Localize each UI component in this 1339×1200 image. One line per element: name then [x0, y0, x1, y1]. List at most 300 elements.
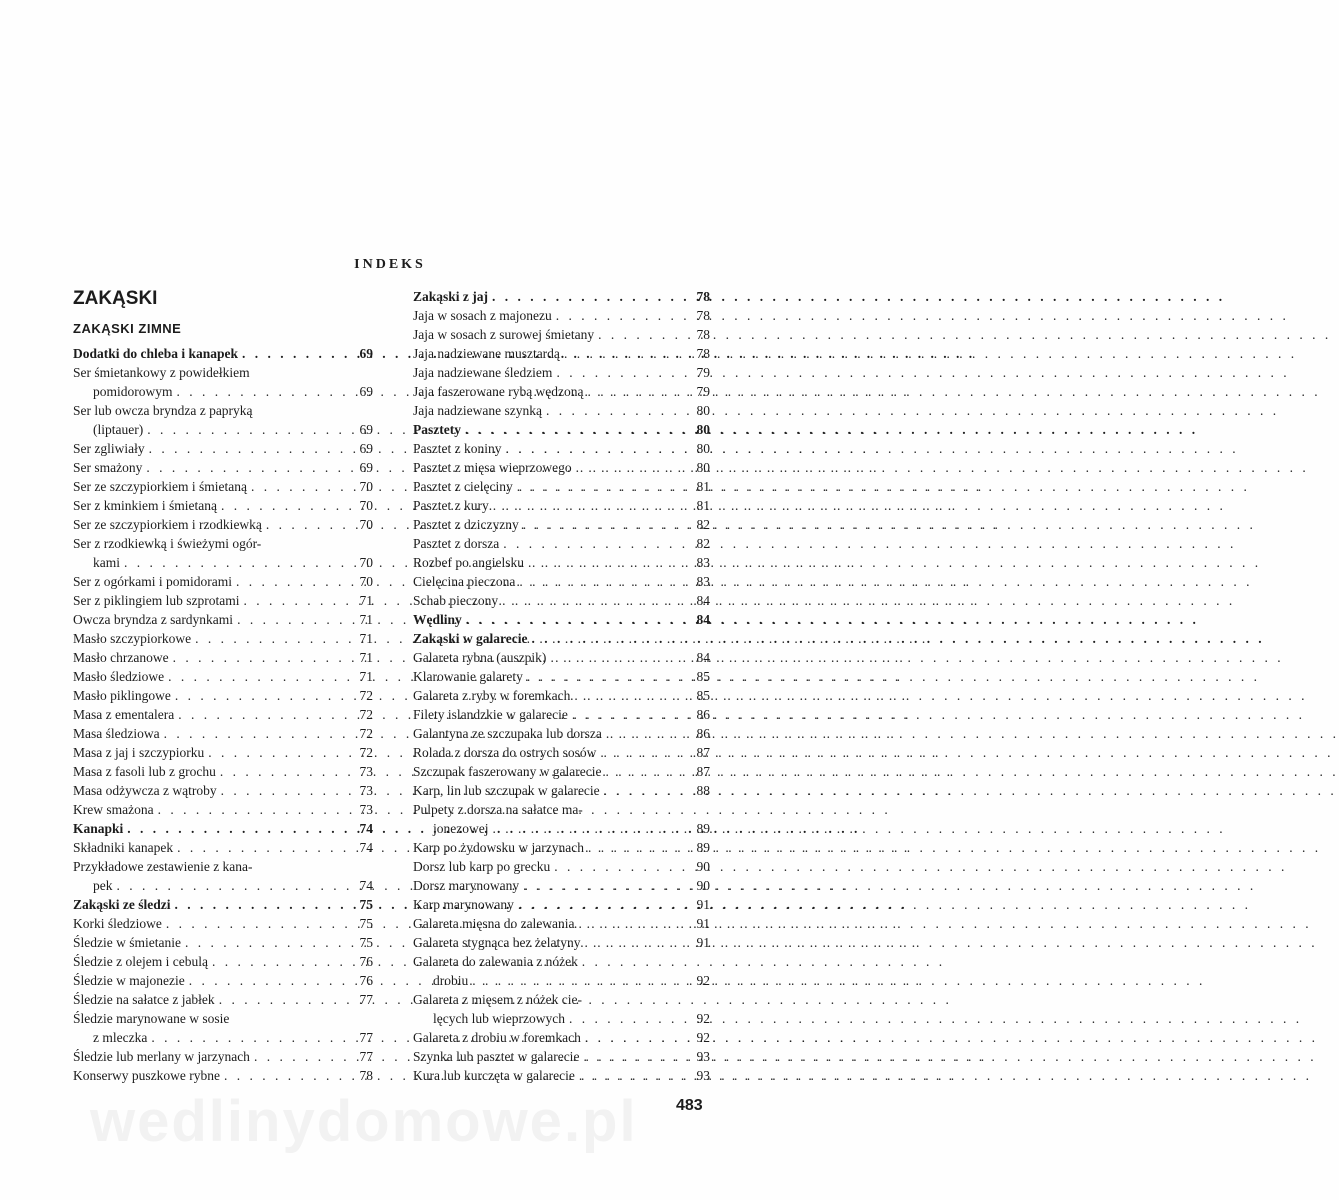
entry-page: 69: [359, 346, 373, 361]
entry-page: 74: [359, 821, 373, 836]
index-entry: [73, 724, 373, 743]
entry-title: Cielęcina pieczona: [413, 574, 516, 589]
entry-row: [413, 610, 710, 629]
leader-dots: [501, 439, 676, 458]
entry-title: Ser zgliwiały: [73, 441, 145, 456]
entry-row: [413, 686, 710, 705]
index-entry: [413, 306, 710, 325]
index-entry: [73, 819, 373, 838]
entry-page: 79: [696, 384, 710, 399]
index-entry: [73, 648, 373, 667]
entry-row: [73, 610, 373, 629]
entry-title: Ser z kminkiem i śmietaną: [73, 498, 217, 513]
index-entry: [73, 534, 373, 572]
entry-row: [413, 477, 710, 496]
index-entry: [73, 667, 373, 686]
index-entry: [73, 971, 373, 990]
index-entry: [413, 420, 710, 439]
entry-title: Masa z fasoli lub z grochu: [73, 764, 216, 779]
entry-row: [73, 895, 373, 914]
index-entry: [413, 705, 710, 724]
entry-row: [413, 743, 710, 762]
entry-title: Rozbef po angielsku: [413, 555, 524, 570]
entry-row: [413, 439, 710, 458]
entry-title-continued: z mleczka: [93, 1030, 148, 1045]
entry-page: 74: [359, 840, 373, 855]
entry-page: 69: [359, 441, 373, 456]
entry-title: Masło śledziowe: [73, 669, 165, 684]
index-entry: [413, 629, 710, 648]
entry-row: [413, 971, 710, 990]
entry-row: [413, 629, 710, 648]
entry-row: [413, 553, 710, 572]
leader-dots: [462, 610, 676, 629]
section-subheading: ZAKĄSKI ZIMNE: [73, 321, 182, 336]
entry-title: Ser z rzodkiewką i świeżymi ogór-: [73, 536, 262, 551]
index-entry: [73, 743, 373, 762]
entry-page: 74: [359, 878, 373, 893]
index-entry: [73, 401, 373, 439]
entry-title: Ser ze szczypiorkiem i śmietaną: [73, 479, 247, 494]
entry-title: Zakąski ze śledzi: [73, 897, 171, 912]
index-entry: [73, 800, 373, 819]
index-entry: [413, 1047, 710, 1066]
entry-title: Zakąski w galarecie: [413, 631, 528, 646]
index-entry: [73, 686, 373, 705]
index-entry: [73, 857, 373, 895]
leader-dots: [468, 971, 676, 990]
entry-page: 71: [359, 650, 373, 665]
leader-dots: [174, 705, 339, 724]
leader-dots: [498, 591, 676, 610]
entry-title: Składniki kanapek: [73, 840, 174, 855]
entry-page: 70: [359, 517, 373, 532]
entry-title: Jaja faszerowane rybą wędzoną: [413, 384, 584, 399]
index-entry: [413, 743, 710, 762]
leader-dots: [602, 724, 676, 743]
index-entry: [413, 477, 710, 496]
entry-title: Galareta stygnąca bez żelatyny: [413, 935, 581, 950]
entry-page: 69: [359, 384, 373, 399]
index-column-right: [413, 287, 710, 1085]
entry-title: Rolada z dorsza do ostrych sosów: [413, 745, 597, 760]
entry-title: Śledzie z olejem i cebulą: [73, 954, 208, 969]
entry-title: Pasztet z dorsza: [413, 536, 500, 551]
entry-page: 77: [359, 1049, 373, 1064]
leader-dots: [233, 610, 339, 629]
entry-row: [73, 477, 373, 496]
leader-dots: [262, 515, 339, 534]
entry-row: [413, 401, 710, 420]
index-entry: [413, 914, 710, 933]
entry-row: [73, 781, 373, 800]
leader-dots: [220, 1066, 339, 1085]
entry-page: 89: [696, 821, 710, 836]
entry-page: 90: [696, 878, 710, 893]
index-entry: [413, 781, 710, 800]
entry-title: Pasztet z dziczyzny: [413, 517, 519, 532]
leader-dots: [594, 325, 676, 344]
leader-dots: [579, 1047, 676, 1066]
leader-dots: [216, 762, 339, 781]
leader-dots: [217, 496, 339, 515]
entry-page: 73: [359, 802, 373, 817]
index-entries-right: [413, 287, 710, 1085]
entry-title: Szynka lub pasztet w galarecie: [413, 1049, 580, 1064]
entry-title: Dodatki do chleba i kanapek: [73, 346, 239, 361]
index-entry: [413, 325, 710, 344]
entry-page: 69: [359, 460, 373, 475]
leader-dots: [185, 971, 339, 990]
entry-title: Masa z jaj i szczypiorku: [73, 745, 205, 760]
entry-page: 78: [696, 308, 710, 323]
entry-row: [413, 667, 710, 686]
index-entry: [413, 876, 710, 895]
entry-row: [73, 952, 373, 971]
index-entry: [73, 439, 373, 458]
entry-row: [413, 781, 710, 800]
entry-page: 85: [696, 688, 710, 703]
entry-title: Jaja nadziewane śledziem: [413, 365, 553, 380]
entry-title: Śledzie marynowane w sosie: [73, 1011, 230, 1026]
index-entry: [73, 477, 373, 496]
leader-dots: [546, 648, 676, 667]
entry-title: Szczupak faszerowany w galarecie: [413, 764, 602, 779]
entry-row: [413, 363, 710, 382]
leader-dots: [528, 629, 677, 648]
entry-row: [413, 724, 710, 743]
index-entry: [73, 914, 373, 933]
entry-row: [73, 667, 373, 686]
index-entry: [413, 287, 710, 306]
index-entry: [413, 648, 710, 667]
entry-row: [73, 572, 373, 591]
leader-dots: [550, 857, 676, 876]
index-entry: [73, 496, 373, 515]
entry-title: Masa odżywcza z wątroby: [73, 783, 217, 798]
index-entry: [73, 629, 373, 648]
entry-title-continued: pek: [93, 878, 113, 893]
leader-dots: [215, 990, 339, 1009]
leader-dots: [461, 420, 676, 439]
entry-row: [73, 914, 373, 933]
index-entry: [413, 344, 710, 363]
entry-row: [73, 420, 373, 439]
index-entry: [413, 838, 710, 857]
entry-title: Dorsz lub karp po grecku: [413, 859, 551, 874]
index-entry: [73, 895, 373, 914]
index-entry: [73, 610, 373, 629]
leader-dots: [142, 458, 339, 477]
entry-row: [73, 344, 373, 363]
entry-page: 75: [359, 916, 373, 931]
leader-dots: [581, 1028, 676, 1047]
leader-dots: [204, 743, 339, 762]
entry-page: 72: [359, 688, 373, 703]
entry-row: [73, 819, 373, 838]
entry-title-continued: drobiu: [433, 973, 469, 988]
index-entry: [413, 1028, 710, 1047]
entry-title: Karp marynowany: [413, 897, 514, 912]
index-entry: [73, 990, 373, 1009]
entry-page: 92: [696, 1030, 710, 1045]
entry-page: 76: [359, 954, 373, 969]
index-entry: [413, 401, 710, 420]
entry-row: [73, 382, 373, 401]
index-entry: [73, 515, 373, 534]
leader-dots: [488, 287, 676, 306]
entry-page: 71: [359, 593, 373, 608]
entry-page: 90: [696, 859, 710, 874]
entry-row: [413, 515, 710, 534]
entry-title: Śledzie w majonezie: [73, 973, 185, 988]
leader-dots: [515, 572, 676, 591]
entry-title: Ser lub owcza bryndza z papryką: [73, 403, 253, 418]
entry-page: 77: [359, 1030, 373, 1045]
leader-dots: [523, 667, 676, 686]
entry-title: Ser z ogórkami i pomidorami: [73, 574, 232, 589]
entry-title: Galareta do zalewania z nóżek: [413, 954, 578, 969]
entry-title: Śledzie lub merlany w jarzynach: [73, 1049, 250, 1064]
entry-page: 71: [359, 669, 373, 684]
entry-page: 80: [696, 441, 710, 456]
leader-dots: [238, 344, 339, 363]
entry-title: Śledzie na sałatce z jabłek: [73, 992, 215, 1007]
entry-title: Pasztet z koniny: [413, 441, 502, 456]
entry-row: [73, 838, 373, 857]
entry-row: [73, 1047, 373, 1066]
index-entry: [73, 591, 373, 610]
entry-page: 75: [359, 897, 373, 912]
leader-dots: [499, 534, 676, 553]
entry-row: [73, 990, 373, 1009]
entry-row: [413, 1047, 710, 1066]
entry-page: 92: [696, 1011, 710, 1026]
leader-dots: [173, 838, 339, 857]
index-entry: [413, 439, 710, 458]
leader-dots: [581, 933, 676, 952]
entry-title: Ser ze szczypiorkiem i rzodkiewką: [73, 517, 262, 532]
entry-title: Pasztet z kury: [413, 498, 489, 513]
entry-title: Galantyna ze szczupaka lub dorsza: [413, 726, 602, 741]
leader-dots: [173, 382, 340, 401]
index-entry: [73, 572, 373, 591]
entry-page: 80: [696, 403, 710, 418]
leader-dots: [584, 838, 676, 857]
leader-dots: [147, 1028, 339, 1047]
entry-title: Masło szczypiorkowe: [73, 631, 192, 646]
index-entry: [413, 1066, 710, 1085]
page-number: 483: [676, 1097, 703, 1114]
entry-page: 93: [696, 1068, 710, 1083]
leader-dots: [575, 914, 676, 933]
entry-title: Przykładowe zestawienie z kana-: [73, 859, 253, 874]
index-entry: [413, 762, 710, 781]
leader-dots: [568, 705, 676, 724]
index-entry: [413, 591, 710, 610]
index-entry: [73, 458, 373, 477]
entry-row: [413, 914, 710, 933]
leader-dots: [565, 1009, 676, 1028]
entry-title: Ser smażony: [73, 460, 143, 475]
entry-row: [73, 591, 373, 610]
index-column-left: [73, 287, 373, 1085]
entry-row: [413, 306, 710, 325]
entry-row: [413, 1066, 710, 1085]
index-entry: [73, 762, 373, 781]
entry-row: [73, 496, 373, 515]
leader-dots: [602, 762, 676, 781]
leader-dots: [123, 819, 339, 838]
entry-title: Masło piklingowe: [73, 688, 171, 703]
leader-dots: [162, 914, 339, 933]
entry-row: [73, 705, 373, 724]
entry-row: [73, 800, 373, 819]
entry-page: 84: [696, 593, 710, 608]
entry-page: 92: [696, 973, 710, 988]
entry-page: 86: [696, 707, 710, 722]
entry-page: 69: [359, 422, 373, 437]
leader-dots: [120, 553, 339, 572]
leader-dots: [171, 895, 339, 914]
entry-page: 88: [696, 783, 710, 798]
entry-title: Pasztet z cielęciny: [413, 479, 513, 494]
index-entry: [73, 363, 373, 401]
leader-dots: [572, 458, 676, 477]
leader-dots: [575, 1066, 676, 1085]
entry-row: [413, 591, 710, 610]
leader-dots: [524, 553, 676, 572]
index-entry: [413, 857, 710, 876]
index-entry: [413, 458, 710, 477]
entry-page: 70: [359, 555, 373, 570]
index-entry: [73, 344, 373, 363]
entry-row: [413, 287, 710, 306]
entry-title: Jaja nadziewane musztardą: [413, 346, 560, 361]
leader-dots: [600, 781, 676, 800]
leader-dots: [519, 876, 676, 895]
entry-row: [73, 458, 373, 477]
index-entry: [413, 895, 710, 914]
entry-row: [413, 420, 710, 439]
entry-title: Dorsz marynowany: [413, 878, 520, 893]
entry-row: [413, 648, 710, 667]
entry-title: Ser z piklingiem lub szprotami: [73, 593, 240, 608]
leader-dots: [560, 344, 676, 363]
entry-page: 81: [696, 479, 710, 494]
leader-dots: [181, 933, 339, 952]
leader-dots: [513, 477, 676, 496]
index-entry: [413, 933, 710, 952]
entry-title: Masło chrzanowe: [73, 650, 169, 665]
entry-title: Jaja w sosach z majonezu: [413, 308, 552, 323]
entry-title-continued: lęcych lub wieprzowych: [433, 1011, 565, 1026]
entry-row: [73, 724, 373, 743]
entry-title: Galareta mięsna do zalewania: [413, 916, 575, 931]
entry-title-continued: kami: [93, 555, 120, 570]
entry-title: Konserwy puszkowe rybne: [73, 1068, 220, 1083]
entry-page: 73: [359, 783, 373, 798]
entry-page: 72: [359, 707, 373, 722]
entry-row: [413, 895, 710, 914]
entry-page: 77: [359, 992, 373, 1007]
entry-row: [413, 933, 710, 952]
entry-page: 76: [359, 973, 373, 988]
entry-title: Galareta rybna (auszpik): [413, 650, 547, 665]
leader-dots: [542, 401, 676, 420]
leader-dots: [164, 667, 339, 686]
entry-page: 78: [696, 289, 710, 304]
entry-title: Galareta z drobiu w foremkach: [413, 1030, 581, 1045]
entry-row: [413, 762, 710, 781]
entry-title: Jaja nadziewane szynką: [413, 403, 542, 418]
entry-row: [413, 705, 710, 724]
entry-page: 73: [359, 764, 373, 779]
leader-dots: [519, 515, 676, 534]
entry-row: [73, 553, 373, 572]
entry-page: 72: [359, 726, 373, 741]
index-entry: [413, 382, 710, 401]
entry-title: Zakąski z jaj: [413, 289, 489, 304]
index-entry: [413, 990, 710, 1028]
entry-title: Galareta z ryby w foremkach: [413, 688, 571, 703]
entry-title: Schab pieczony: [413, 593, 499, 608]
entry-row: [413, 458, 710, 477]
index-entry: [73, 781, 373, 800]
index-entry: [73, 705, 373, 724]
index-entry: [73, 952, 373, 971]
leader-dots: [143, 420, 339, 439]
entry-page: 71: [359, 631, 373, 646]
entry-title: Masa śledziowa: [73, 726, 160, 741]
entry-title: Ser śmietankowy z powidełkiem: [73, 365, 250, 380]
index-entry: [413, 553, 710, 572]
entry-page: 84: [696, 650, 710, 665]
entry-row: [413, 876, 710, 895]
leader-dots: [232, 572, 339, 591]
leader-dots: [596, 743, 676, 762]
leader-dots: [160, 724, 339, 743]
leader-dots: [552, 306, 676, 325]
entry-page: 71: [359, 612, 373, 627]
leader-dots: [247, 477, 339, 496]
entry-title: Wędliny: [413, 612, 462, 627]
entry-row: [413, 344, 710, 363]
entry-title-continued: jonezowej: [433, 821, 489, 836]
entry-row: [413, 534, 710, 553]
entry-title: Korki śledziowe: [73, 916, 162, 931]
entry-title: Śledzie w śmietanie: [73, 935, 181, 950]
leader-dots: [489, 496, 676, 515]
entry-page: 86: [696, 726, 710, 741]
entry-page: 80: [696, 460, 710, 475]
watermark: wedlinydomowe.pl: [90, 1089, 638, 1154]
entry-row: [73, 743, 373, 762]
entry-title: Masa z ementalera: [73, 707, 175, 722]
leader-dots: [570, 686, 676, 705]
index-entry: [73, 1066, 373, 1085]
entry-title: Jaja w sosach z surowej śmietany: [413, 327, 595, 342]
entry-row: [73, 686, 373, 705]
leader-dots: [239, 591, 339, 610]
index-entry: [413, 610, 710, 629]
leader-dots: [208, 952, 339, 971]
entry-page: 91: [696, 935, 710, 950]
entry-row: [73, 1028, 373, 1047]
index-entry: [413, 800, 710, 838]
entry-title: Kura lub kurczęta w galarecie: [413, 1068, 575, 1083]
leader-dots: [154, 800, 339, 819]
